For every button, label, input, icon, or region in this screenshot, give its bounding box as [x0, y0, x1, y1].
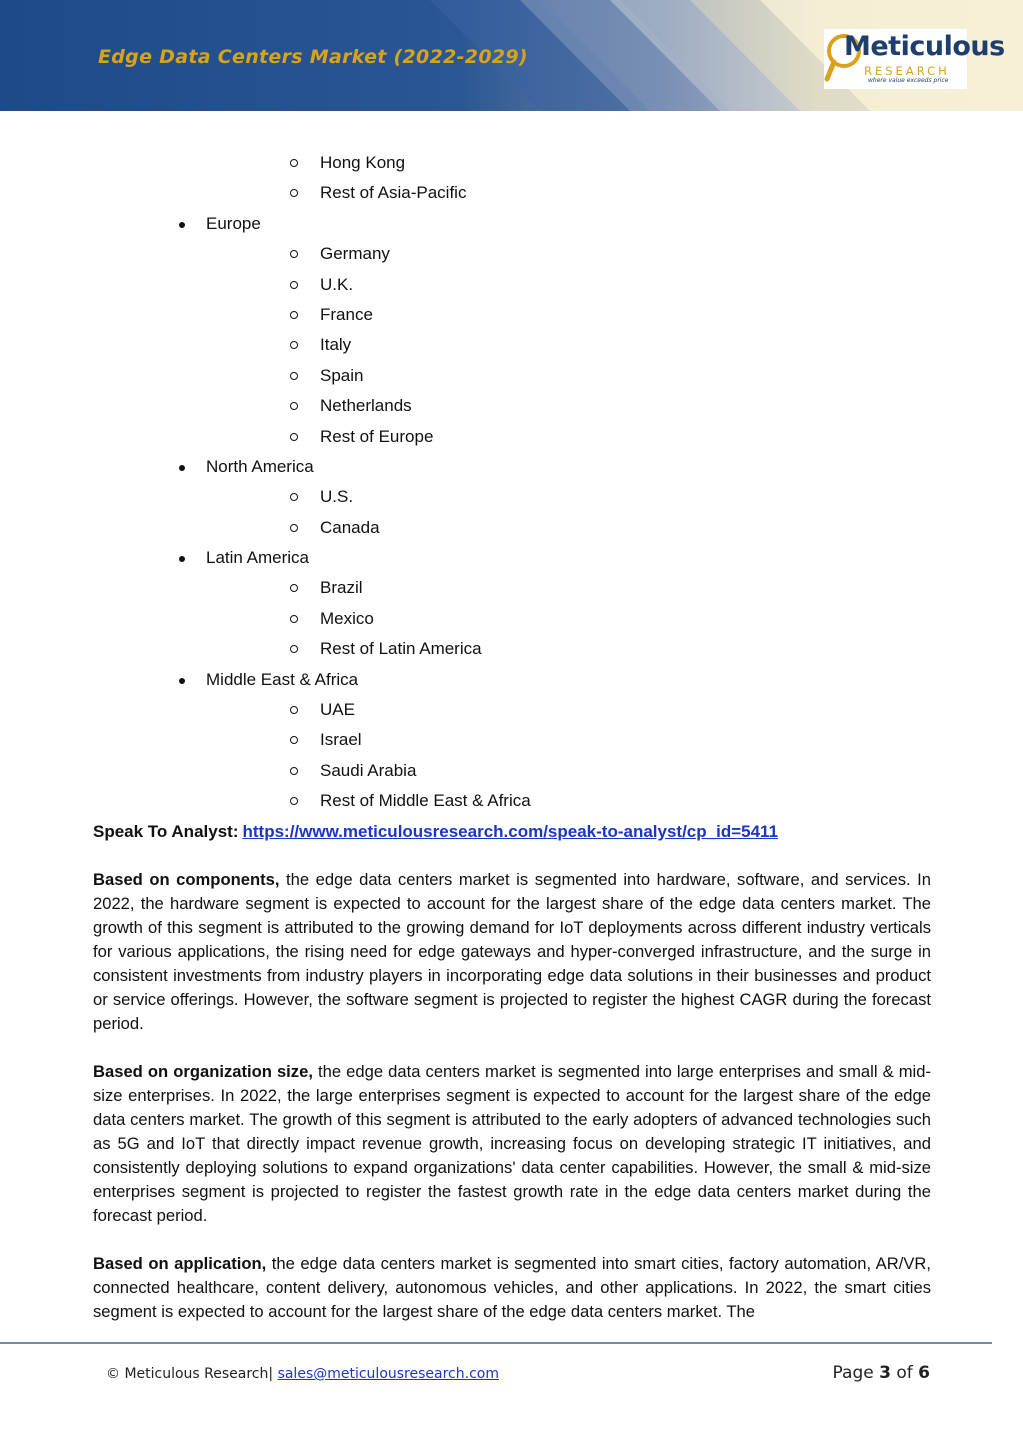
country-label: Brazil: [320, 578, 363, 598]
speak-label: Speak To Analyst:: [93, 821, 239, 841]
document-title: Edge Data Centers Market (2022-2029): [98, 46, 528, 68]
country-label: France: [320, 304, 373, 324]
region-list: [93, 148, 931, 817]
bullet-icon: [179, 556, 185, 562]
country-item: [93, 695, 931, 725]
circle-bullet-icon: [290, 797, 298, 805]
company-logo: [824, 29, 1005, 89]
country-label: Rest of Middle East & Africa: [320, 791, 531, 811]
country-item: [93, 361, 931, 391]
region-label: Middle East & Africa: [206, 669, 359, 689]
circle-bullet-icon: [290, 189, 298, 197]
country-item: [93, 300, 931, 330]
copyright-text: © Meticulous Research|: [106, 1366, 274, 1382]
page-prefix: Page: [832, 1363, 874, 1383]
country-item: [93, 634, 931, 664]
circle-bullet-icon: [290, 433, 298, 441]
country-label: Hong Kong: [320, 153, 406, 172]
country-item: [93, 786, 931, 816]
page-number: [833, 1363, 930, 1383]
paragraph-lead: Based on application,: [93, 1253, 267, 1273]
footer-divider: [0, 1342, 992, 1344]
page-header: [0, 0, 1023, 111]
email-link[interactable]: sales@meticulousresearch.com: [277, 1366, 499, 1382]
country-label: UAE: [320, 700, 355, 720]
page-of: of: [896, 1363, 913, 1383]
country-item: [93, 270, 931, 300]
page-content: [93, 148, 931, 1324]
region-item: [93, 543, 931, 573]
country-item: [93, 148, 931, 178]
circle-bullet-icon: [290, 584, 298, 592]
country-label: Israel: [320, 730, 362, 750]
region-item: [93, 209, 931, 239]
circle-bullet-icon: [290, 311, 298, 319]
country-label: Mexico: [320, 608, 374, 628]
country-label: U.K.: [320, 274, 354, 294]
region-label: North America: [206, 456, 314, 476]
paragraph-text: the edge data centers market is segmented into hardware, software, and services. In 2022, the hardware segment is expected to account for the largest share of the edge data centers market. The growth of this segment is attributed to the growing demand for IoT deployments across different industry verticals for various applications, the rising need for edge gateways and hyper-converged infrastructure, and the surge in consistent investments from industry players in incorporating edge data solutions in their businesses and product or service offerings. However, the software segment is projected to register the highest CAGR during the forecast period.: [93, 869, 931, 1033]
paragraph-lead: Based on organization size,: [93, 1061, 313, 1081]
logo-tagline: where value exceeds price: [868, 77, 949, 84]
country-label: Saudi Arabia: [320, 760, 417, 780]
organization-size-paragraph: [93, 1060, 931, 1228]
country-item: [93, 422, 931, 452]
components-paragraph: [93, 868, 931, 1036]
paragraph-text: the edge data centers market is segmented into smart cities, factory automation, AR/VR, connected healthcare, content delivery, autonomous vehicles, and other applications. In 2022, the smart cities segment is expected to account for the largest share of the edge data centers market. The: [93, 1253, 931, 1321]
circle-bullet-icon: [290, 615, 298, 623]
application-paragraph: [93, 1252, 931, 1324]
circle-bullet-icon: [290, 736, 298, 744]
analyst-link[interactable]: https://www.meticulousresearch.com/speak-to-analyst/cp_id=5411: [242, 821, 779, 841]
circle-bullet-icon: [290, 250, 298, 258]
country-item: [93, 604, 931, 634]
circle-bullet-icon: [290, 767, 298, 775]
paragraph-lead: Based on components,: [93, 869, 280, 889]
country-label: Netherlands: [320, 396, 412, 416]
country-item: [93, 482, 931, 512]
circle-bullet-icon: [290, 281, 298, 289]
country-label: Rest of Europe: [320, 426, 434, 446]
country-label: Spain: [320, 365, 364, 385]
region-item: [93, 665, 931, 695]
region-label: Europe: [206, 213, 261, 233]
circle-bullet-icon: [290, 645, 298, 653]
country-label: Italy: [320, 335, 352, 355]
bullet-icon: [179, 465, 185, 471]
country-label: Germany: [320, 244, 390, 264]
country-item: [93, 756, 931, 786]
country-item: [93, 391, 931, 421]
region-label: Latin America: [206, 548, 309, 568]
country-item: [93, 513, 931, 543]
country-item: [93, 178, 931, 208]
circle-bullet-icon: [290, 402, 298, 410]
page-current: 3: [879, 1363, 891, 1383]
footer-copyright: [106, 1366, 499, 1382]
circle-bullet-icon: [290, 706, 298, 714]
country-item: [93, 239, 931, 269]
country-item: [93, 725, 931, 755]
country-item: [93, 330, 931, 360]
speak-to-analyst: [93, 820, 931, 844]
country-label: Canada: [320, 517, 380, 537]
page-total: 6: [918, 1363, 930, 1383]
region-item: [93, 452, 931, 482]
circle-bullet-icon: [290, 493, 298, 501]
paragraph-text: the edge data centers market is segmented into large enterprises and small & mid-size enterprises. In 2022, the large enterprises segment is expected to account for the largest share of the edge data centers market. The growth of this segment is attributed to the early adopters of advanced technologies such as 5G and IoT that directly impact revenue growth, increasing focus on developing strategic IT initiatives, and consistently deploying solutions to expand organizations' data center capabilities. However, the small & mid-size enterprises segment is projected to register the fastest growth rate in the edge data centers market during the forecast period.: [93, 1061, 932, 1225]
logo-name: Meticulous: [844, 31, 1005, 62]
logo-subtitle: RESEARCH: [864, 64, 950, 78]
country-label: U.S.: [320, 487, 354, 507]
country-label: Rest of Latin America: [320, 639, 482, 659]
bullet-icon: [179, 678, 185, 684]
circle-bullet-icon: [290, 524, 298, 532]
country-label: Rest of Asia-Pacific: [320, 183, 467, 203]
country-item: [93, 573, 931, 603]
circle-bullet-icon: [290, 341, 298, 349]
circle-bullet-icon: [290, 372, 298, 380]
circle-bullet-icon: [290, 159, 298, 167]
bullet-icon: [179, 222, 185, 228]
